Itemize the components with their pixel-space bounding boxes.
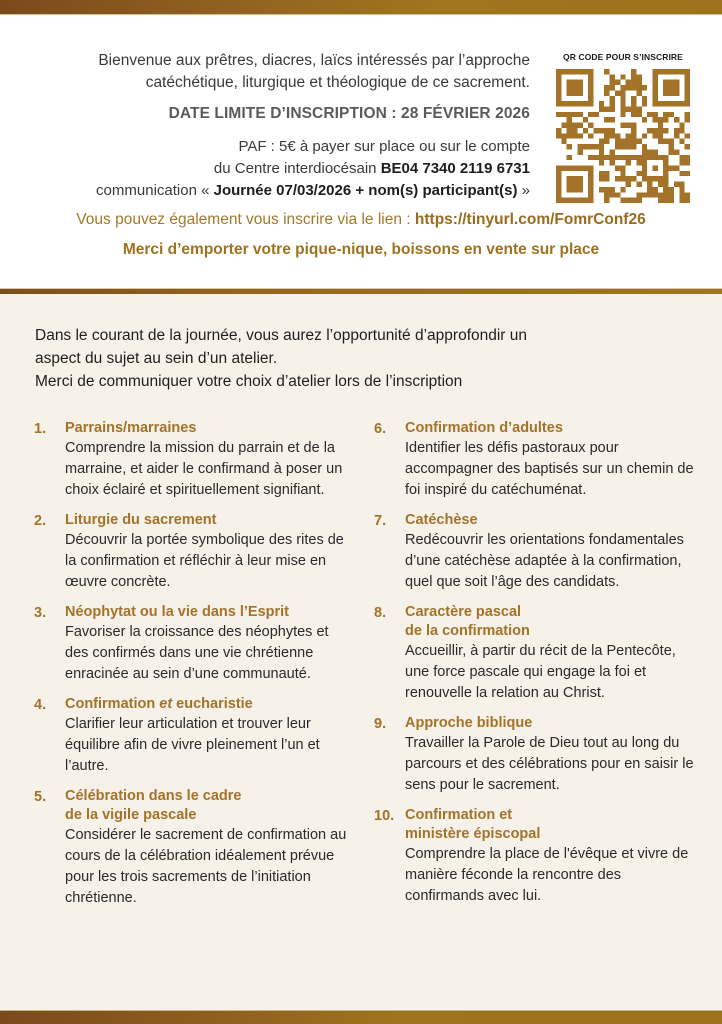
- workshop-title: Néophytat ou la vie dans l’Esprit: [65, 604, 289, 620]
- workshops-intro-line-1: Dans le courant de la journée, vous aurez l’opportunité d’approfondir un: [35, 327, 528, 344]
- workshop-number: 7.: [374, 513, 387, 529]
- workshop-number: 2.: [34, 513, 47, 529]
- workshop-description: Comprendre la place de l'évêque et vivre de manière féconde la rencontre des confirmands avec lui.: [405, 846, 689, 904]
- workshop-item-1: [34, 419, 354, 501]
- workshop-item-3: [34, 603, 354, 685]
- link-prefix: Vous pouvez également vous inscrire via le lien :: [76, 211, 415, 228]
- qr-code-label: QR CODE POUR S’INSCRIRE: [563, 52, 683, 62]
- workshop-title-emphasis: et: [159, 696, 173, 712]
- workshop-title: Confirmation d’adultes: [405, 420, 563, 436]
- workshop-item-2: [34, 511, 354, 593]
- welcome-line-2: catéchétique, liturgique et théologique de ce sacrement.: [145, 74, 530, 91]
- picnic-note: Merci d’emporter votre pique-nique, boissons en vente sur place: [122, 241, 600, 258]
- payment-line-2: [0, 158, 530, 180]
- workshop-title-part: Confirmation: [65, 696, 160, 712]
- top-decorative-bar: [0, 0, 722, 14]
- workshop-title: Parrains/marraines: [65, 420, 197, 436]
- workshop-title-line-2: de la vigile pascale: [65, 807, 197, 823]
- account-label: du Centre interdiocésain: [213, 160, 381, 177]
- workshop-number: 9.: [374, 716, 387, 732]
- workshop-item-10: [374, 806, 694, 907]
- workshop-description: Redécouvrir les orientations fondamentales d’une catéchèse adaptée à la confirmation, quel que soit l’âge des candidats.: [405, 532, 684, 590]
- welcome-line-1: Bienvenue aux prêtres, diacres, laïcs intéressés par l’approche: [98, 52, 530, 69]
- workshop-title-part: eucharistie: [172, 696, 253, 712]
- workshop-title: Catéchèse: [405, 512, 478, 528]
- qr-code-block: [553, 52, 693, 206]
- workshop-number: 8.: [374, 605, 387, 621]
- workshop-item-6: [374, 419, 694, 501]
- workshops-intro: [35, 324, 675, 393]
- workshop-title-line-1: Célébration dans le cadre: [65, 788, 242, 804]
- payment-info: [0, 136, 530, 202]
- qr-code-icon[interactable]: [556, 66, 690, 206]
- workshop-number: 5.: [34, 789, 47, 805]
- workshop-number: 1.: [34, 421, 47, 437]
- workshop-item-8: [374, 603, 694, 704]
- workshop-list-right: [374, 419, 694, 917]
- workshops-intro-line-2: aspect du sujet au sein d’un atelier.: [35, 350, 278, 367]
- workshop-title: Liturgie du sacrement: [65, 512, 217, 528]
- payment-line-1: PAF : 5€ à payer sur place ou sur le compte: [238, 138, 530, 155]
- payment-line-3: [0, 180, 530, 202]
- workshop-title-line-2: de la confirmation: [405, 623, 530, 639]
- iban-number: BE04 7340 2119 6731: [380, 160, 530, 177]
- workshop-title-line-1: Caractère pascal: [405, 604, 522, 620]
- communication-reference: Journée 07/03/2026 + nom(s) participant(s): [213, 182, 518, 199]
- bottom-decorative-bar: [0, 1011, 722, 1024]
- workshops-intro-line-3: Merci de communiquer votre choix d’atelier lors de l’inscription: [35, 373, 463, 390]
- workshop-description: Travailler la Parole de Dieu tout au long du parcours et des célébrations pour en saisir le sens pour le sacrement.: [405, 735, 694, 793]
- workshop-title-line-2: ministère épiscopal: [405, 826, 541, 842]
- workshop-item-9: [374, 714, 694, 796]
- registration-link[interactable]: https://tinyurl.com/FomrConf26: [414, 211, 646, 228]
- welcome-text: [10, 50, 530, 94]
- workshop-title: [65, 695, 354, 714]
- workshop-number: 4.: [34, 697, 47, 713]
- workshop-number: 3.: [34, 605, 47, 621]
- communication-label: communication «: [96, 182, 214, 199]
- communication-close-quote: »: [517, 182, 530, 199]
- workshop-number: 6.: [374, 421, 387, 437]
- workshop-description: Considérer le sacrement de confirmation au cours de la célébration idéalement prévue pour les trois sacrements de l’initiation chrétienne.: [65, 827, 347, 906]
- registration-deadline: DATE LIMITE D’INSCRIPTION : 28 FÉVRIER 2026: [168, 105, 530, 122]
- workshop-description: Découvrir la portée symbolique des rites de la confirmation et réfléchir à leur mise en œuvre concrète.: [65, 532, 344, 590]
- workshop-item-5: [34, 787, 354, 909]
- workshop-description: Comprendre la mission du parrain et de la marraine, et aider le confirmand à poser un choix éclairé et spirituellement signifiant.: [65, 440, 343, 498]
- workshop-item-7: [374, 511, 694, 593]
- workshop-description: Favoriser la croissance des néophytes et des confirmés dans une vie chrétienne enracinée au sein d’une communauté.: [65, 624, 329, 682]
- workshop-item-4: [34, 695, 354, 777]
- workshop-description: Clarifier leur articulation et trouver leur équilibre afin de vivre pleinement l’un et l’autre.: [65, 716, 320, 774]
- workshop-list-left: [34, 419, 354, 919]
- workshop-title-line-1: Confirmation et: [405, 807, 513, 823]
- workshop-description: Identifier les défis pastoraux pour accompagner des baptisés sur un chemin de foi inspiré du catéchuménat.: [405, 440, 694, 498]
- workshop-title: Approche biblique: [405, 715, 533, 731]
- workshop-number: 10.: [374, 808, 395, 824]
- registration-link-line: [0, 211, 722, 229]
- workshop-description: Accueillir, à partir du récit de la Pentecôte, une force pascale qui engage la foi et renouvelle la relation au Christ.: [405, 643, 676, 701]
